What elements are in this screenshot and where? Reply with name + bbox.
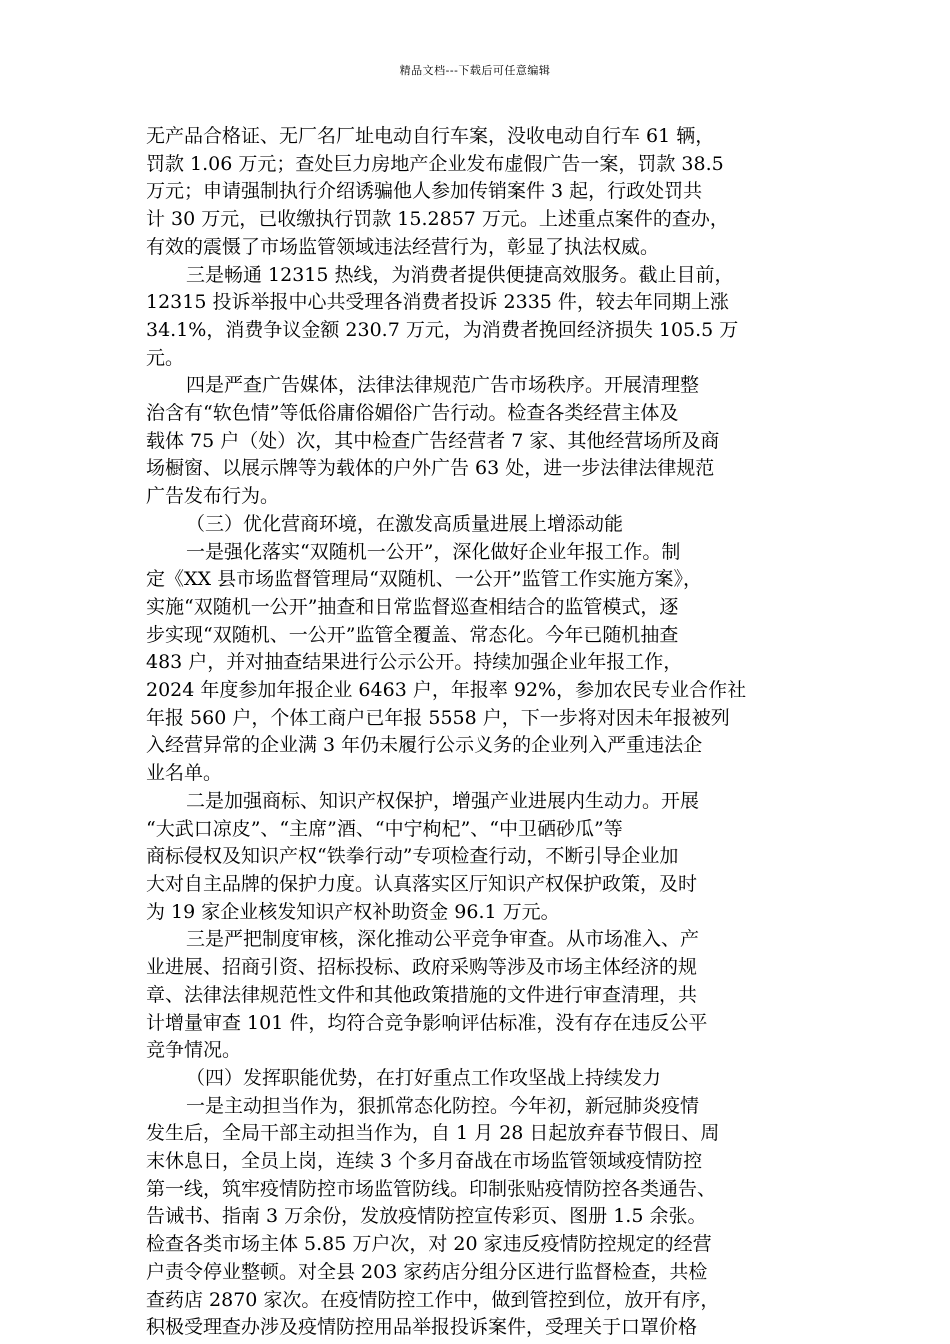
text-line: 12315 投诉举报中心共受理各消费者投诉 2335 件，较去年同期上涨: [146, 291, 729, 314]
text-line: 商标侵权及知识产权“铁拳行动”专项检查行动，不断引导企业加: [146, 845, 679, 868]
text-line: 第一线，筑牢疫情防控市场监管防线。印制张贴疫情防控各类通告、: [146, 1177, 717, 1200]
paragraph-start-line: 二是加强商标、知识产权保护，增强产业进展内生动力。开展: [186, 789, 700, 812]
text-line: 元。: [146, 346, 185, 369]
text-line: 检查各类市场主体 5.85 万户次，对 20 家违反疫情防控规定的经营: [146, 1233, 712, 1256]
text-line: 无产品合格证、无厂名厂址电动自行车案，没收电动自行车 61 辆，: [146, 125, 715, 147]
paragraph-start-line: 三是严把制度审核，深化推动公平竞争审查。从市场准入、产: [186, 928, 700, 951]
paragraph-start-line: 三是畅通 12315 热线，为消费者提供便捷高效服务。截止目前，: [186, 263, 734, 286]
text-line: 483 户，并对抽查结果进行公示公开。持续加强企业年报工作，: [146, 651, 683, 674]
paragraph-start-line: 一是强化落实“双随机一公开”，深化做好企业年报工作。制: [186, 540, 681, 563]
section-heading: （三）优化营商环境，在激发高质量进展上增添动能: [186, 512, 624, 535]
text-line: 2024 年度参加年报企业 6463 户，年报率 92%，参加农民专业合作社: [146, 679, 747, 702]
paragraph-start-line: 一是主动担当作为，狠抓常态化防控。今年初，新冠肺炎疫情: [186, 1094, 700, 1117]
text-line: 广告发布行为。: [146, 485, 280, 508]
text-line: 步实现“双随机、一公开”监管全覆盖、常态化。今年已随机抽查: [146, 623, 679, 646]
text-line: 业名单。: [146, 762, 223, 785]
text-line: 大对自主品牌的保护力度。认真落实区厅知识产权保护政策，及时: [146, 872, 698, 895]
text-line: 查药店 2870 家次。在疫情防控工作中，做到管控到位，放开有序，: [146, 1288, 720, 1311]
document-body: [146, 123, 806, 1342]
text-line: 实施“双随机一公开”抽查和日常监督巡查相结合的监管模式，逐: [146, 595, 679, 618]
page-header: 精品文档---下载后可任意编辑: [399, 64, 551, 77]
text-line: 定《XX 县市场监督管理局“双随机、一公开”监管工作实施方案》，: [146, 568, 703, 591]
text-line: 场橱窗、以展示牌等为载体的户外广告 63 处，进一步法律法律规范: [146, 457, 715, 480]
text-line: 万元；申请强制执行介绍诱骗他人参加传销案件 3 起，行政处罚共: [146, 180, 703, 203]
text-line: 业进展、招商引资、招标投标、政府采购等涉及市场主体经济的规: [146, 956, 698, 979]
text-line: 积极受理查办涉及疫情防控用品举报投诉案件，受理关于口罩价格: [146, 1316, 698, 1339]
text-line: 治含有“软色情”等低俗庸俗媚俗广告行动。检查各类经营主体及: [146, 402, 679, 425]
text-line: 年报 560 户，个体工商户已年报 5558 户，下一步将对因未年报被列: [146, 706, 730, 729]
text-line: 告诫书、指南 3 万余份，发放疫情防控宣传彩页、图册 1.5 余张。: [146, 1205, 707, 1228]
text-line: 末休息日，全员上岗，连续 3 个多月奋战在市场监管领域疫情防控: [146, 1150, 703, 1173]
text-line: 34.1%，消费争议金额 230.7 万元，为消费者挽回经济损失 105.5 万: [146, 318, 739, 341]
text-line: 户责令停业整顿。对全县 203 家药店分组分区进行监督检查，共检: [146, 1260, 708, 1283]
text-line: 发生后，全局干部主动担当作为，自 1 月 28 日起放弃春节假日、周: [146, 1122, 720, 1145]
text-line: 计 30 万元，已收缴执行罚款 15.2857 万元。上述重点案件的查办，: [146, 208, 729, 231]
text-line: 计增量审查 101 件，均符合竞争影响评估标准，没有存在违反公平: [146, 1011, 708, 1034]
text-line: “大武口凉皮”、“主席”酒、“中宁枸杞”、“中卫硒砂瓜”等: [146, 817, 623, 840]
section-heading: （四）发挥职能优势，在打好重点工作攻坚战上持续发力: [186, 1066, 662, 1089]
text-line: 罚款 1.06 万元；查处巨力房地产企业发布虚假广告一案，罚款 38.5: [146, 152, 724, 175]
text-line: 有效的震慑了市场监管领域违法经营行为，彰显了执法权威。: [146, 235, 660, 258]
text-line: 载体 75 户（处）次，其中检查广告经营者 7 家、其他经营场所及商: [146, 429, 720, 452]
text-line: 竞争情况。: [146, 1039, 242, 1062]
text-line: 章、法律法律规范性文件和其他政策措施的文件进行审查清理，共: [146, 983, 698, 1006]
text-line: 入经营异常的企业满 3 年仍未履行公示义务的企业列入严重违法企: [146, 734, 703, 757]
text-line: 为 19 家企业核发知识产权补助资金 96.1 万元。: [146, 900, 560, 923]
paragraph-start-line: 四是严查广告媒体，法律法律规范广告市场秩序。开展清理整: [186, 374, 700, 397]
